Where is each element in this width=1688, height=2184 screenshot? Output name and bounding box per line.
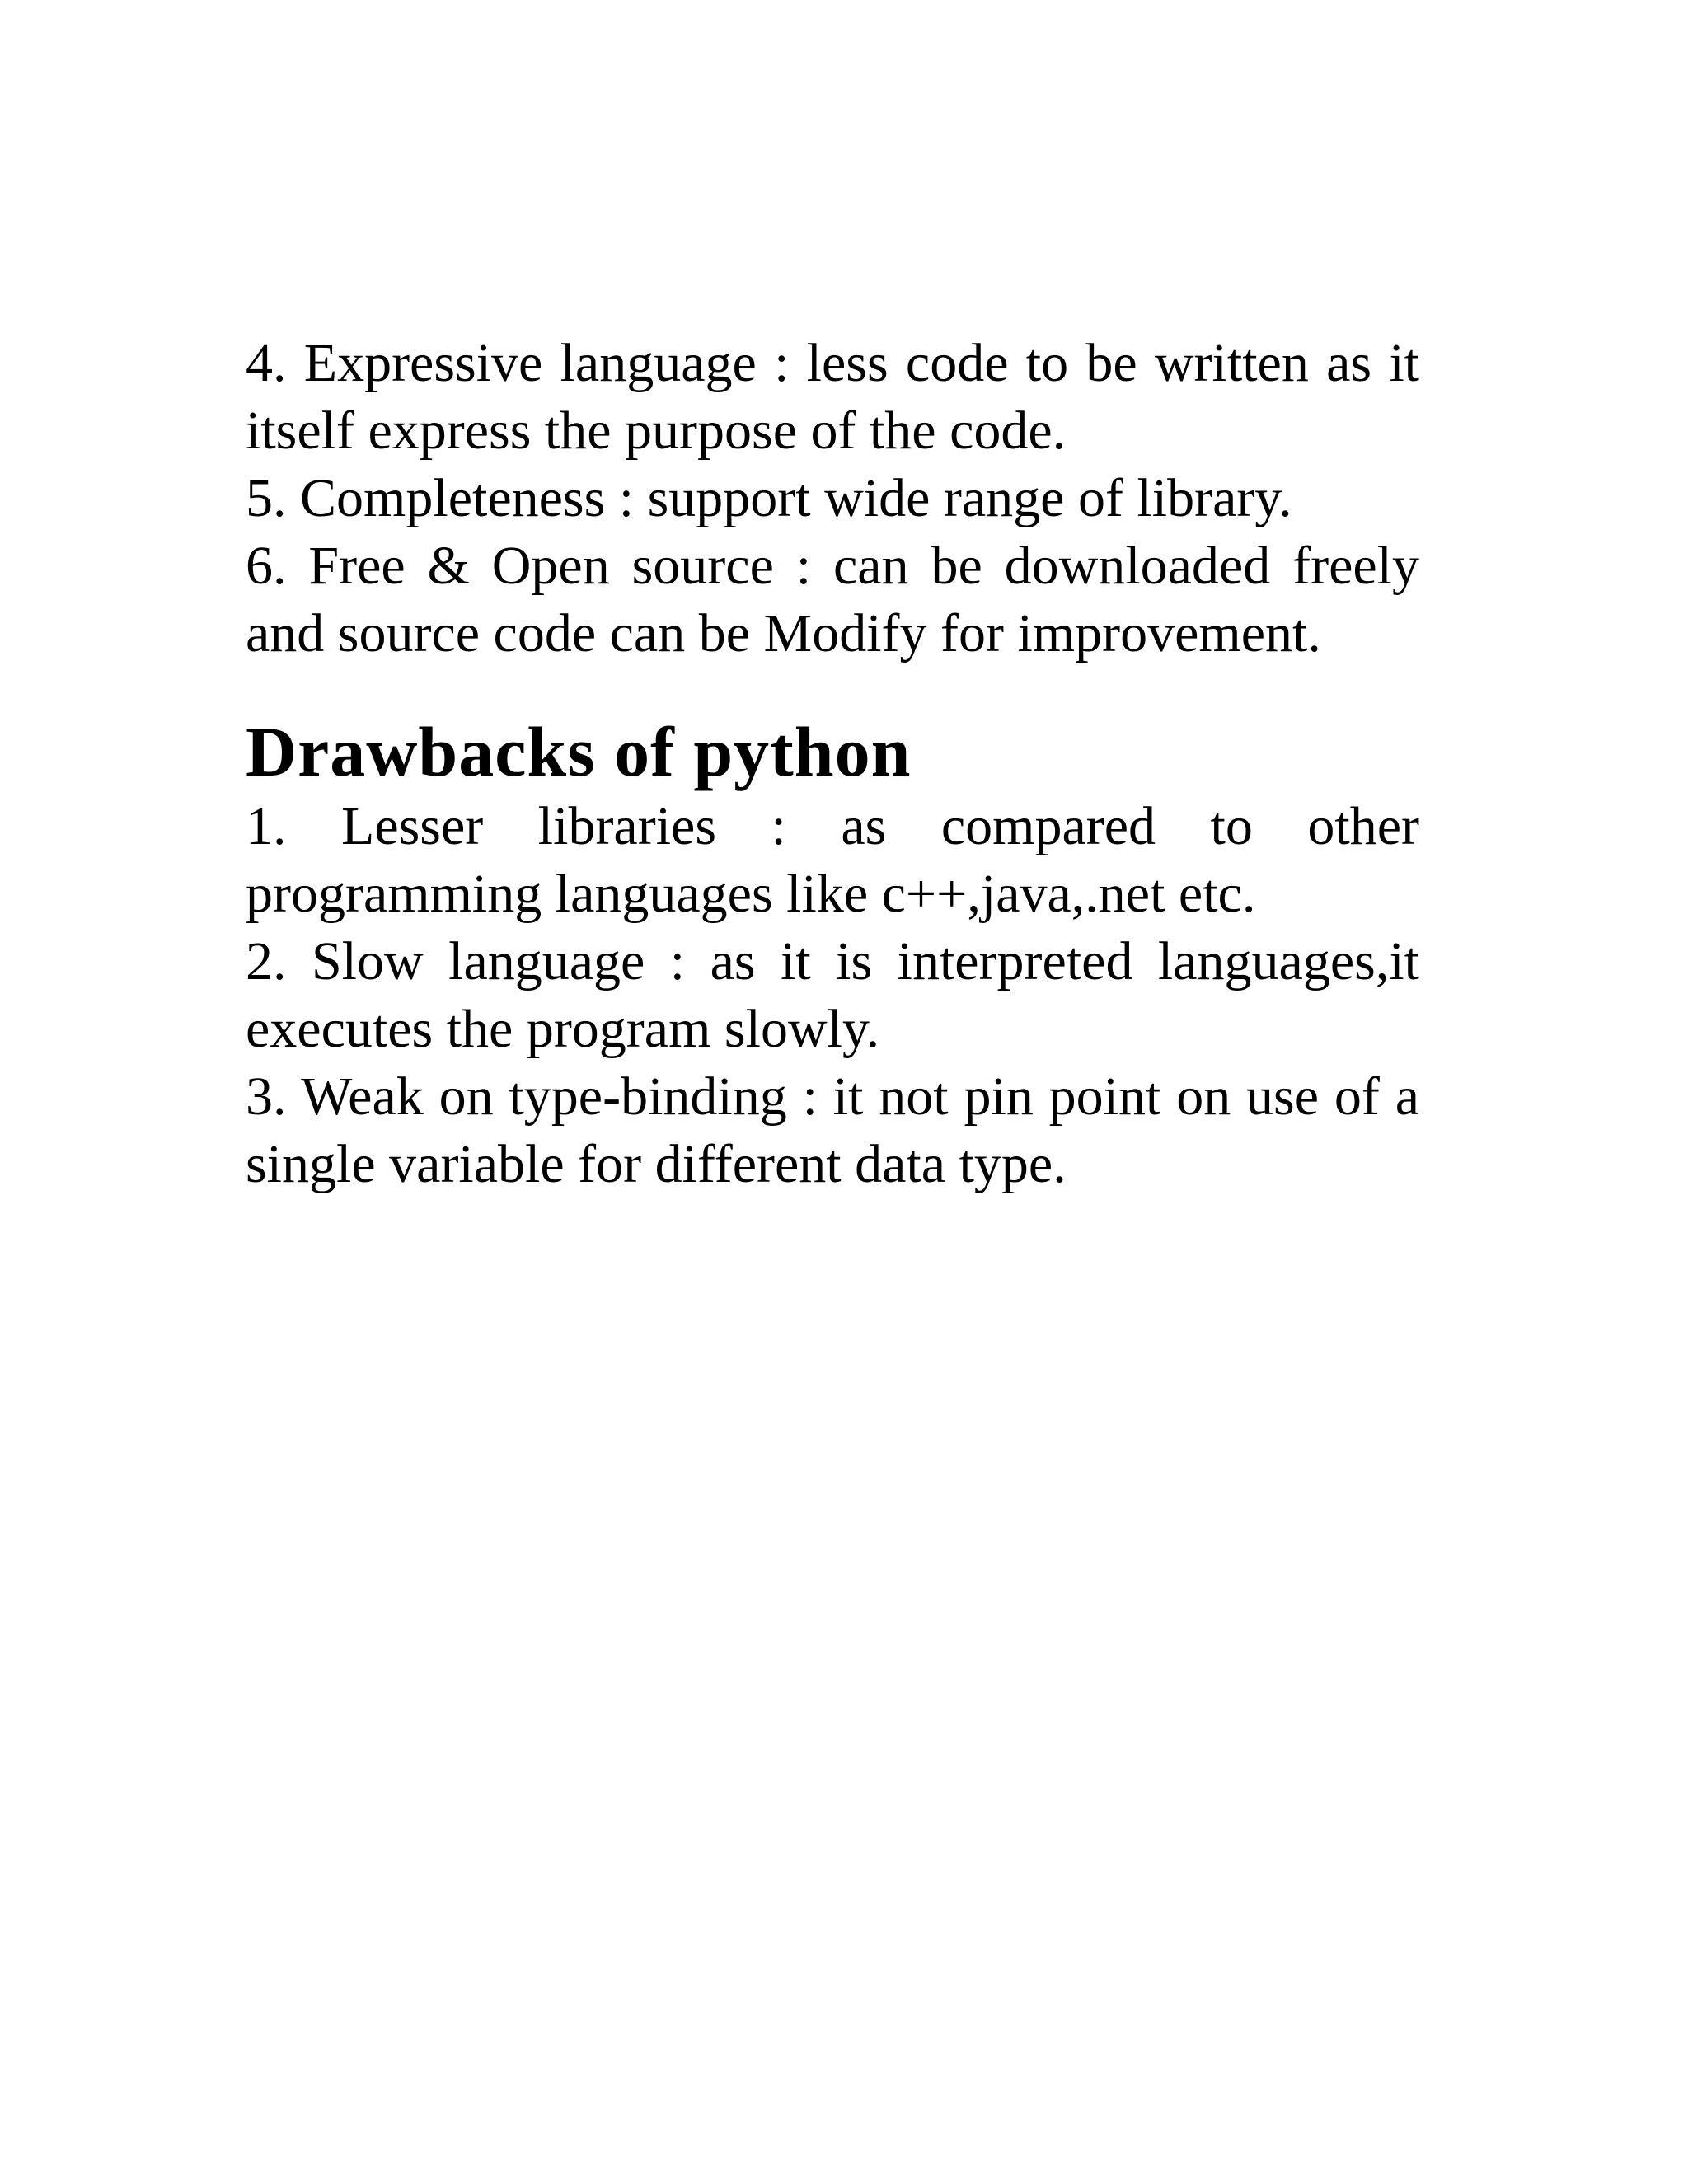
list-item-weak-type-binding: 3. Weak on type-binding : it not pin point on use of a single variable for different data type. xyxy=(246,1066,1419,1194)
list-item-expressive-language: 4. Expressive language : less code to be written as it itself express the purpose of the code. xyxy=(246,333,1419,461)
advantages-list xyxy=(246,330,1419,668)
section-heading-drawbacks: Drawbacks of python xyxy=(246,712,912,791)
list-item-free-open-source: 6. Free & Open source : can be downloaded freely and source code can be Modify for improvement. xyxy=(246,536,1419,663)
list-item-completeness: 5. Completeness : support wide range of library. xyxy=(246,468,1292,528)
section-spacer xyxy=(246,668,1419,710)
drawbacks-section xyxy=(246,710,1419,1198)
page-content xyxy=(246,330,1419,1198)
list-item-lesser-libraries: 1. Lesser libraries : as compared to other programming languages like c++,java,.net etc. xyxy=(246,796,1419,924)
list-item-slow-language: 2. Slow language : as it is interpreted languages,it executes the program slowly. xyxy=(246,931,1419,1059)
